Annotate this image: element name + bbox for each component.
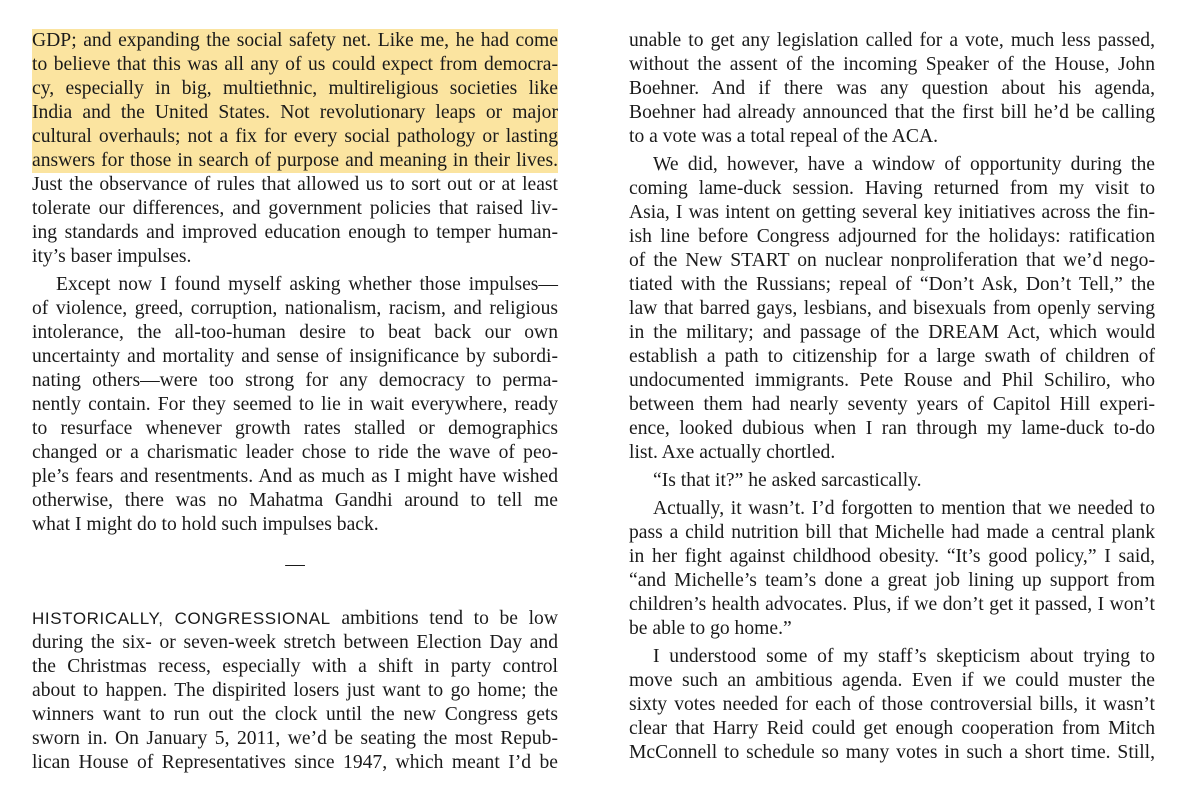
paragraph-child-nutrition <box>629 497 1155 641</box>
text-line: Actually, it wasn’t. I’d forgotten to mention that we needed to <box>653 498 1155 519</box>
text-line: otherwise, there was no Mahatma Gandhi around to tell me <box>32 490 558 511</box>
highlighted-line[interactable]: cultural overhauls; not a fix for every social pathology or lasting <box>32 126 558 147</box>
text-line: nating others—were too strong for any democracy to perma- <box>32 370 558 391</box>
text-line: nently contain. For they seemed to lie in wait everywhere, ready <box>32 394 558 415</box>
paragraph-lame-duck <box>629 153 1155 465</box>
text-line: about to happen. The dispirited losers just want to go home; the <box>32 680 558 701</box>
text-line: Boehner. And if there was any question about his agenda, <box>629 78 1155 99</box>
text-line: in the military; and passage of the DREAM Act, which would <box>629 322 1155 343</box>
text-line: of violence, greed, corruption, nationalism, racism, and religious <box>32 298 558 319</box>
text-line: without the assent of the incoming Speaker of the House, John <box>629 54 1155 75</box>
highlighted-line[interactable]: to believe that this was all any of us could expect from democra- <box>32 54 558 75</box>
highlighted-line[interactable]: GDP; and expanding the social safety net. Like me, he had come <box>32 30 558 51</box>
highlighted-line[interactable]: India and the United States. Not revolutionary leaps or major <box>32 102 558 123</box>
text-fragment: ambitions tend to be low <box>330 608 558 629</box>
text-line: during the six- or seven-week stretch between Election Day and <box>32 632 558 653</box>
text-line: undocumented immigrants. Pete Rouse and Phil Schiliro, who <box>629 370 1155 391</box>
text-line: lican House of Representatives since 1947, which meant I’d be <box>32 752 558 773</box>
text-line: ence, looked dubious when I ran through my lame-duck to-do <box>629 418 1155 439</box>
text-line: to resurface whenever growth rates stalled or demographics <box>32 418 558 439</box>
text-line: between them had nearly seventy years of Capitol Hill experi- <box>629 394 1155 415</box>
text-line: ing standards and improved education enough to temper human- <box>32 222 558 243</box>
paragraph-impulses <box>32 273 558 537</box>
paragraph-gdp <box>32 29 558 269</box>
text-line: ity’s baser impulses. <box>32 246 192 267</box>
text-line: the Christmas recess, especially with a shift in party control <box>32 656 558 677</box>
text-line: winners want to run out the clock until the new Congress gets <box>32 704 558 725</box>
section-divider: — <box>285 554 305 575</box>
text-line: We did, however, have a window of opportunity during the <box>653 154 1155 175</box>
text-line: law that barred gays, lesbians, and bisexuals from openly serving <box>629 298 1155 319</box>
right-page-column <box>629 29 1155 765</box>
highlighted-line[interactable]: cy, especially in big, multiethnic, multireligious societies like <box>32 78 558 99</box>
text-line: Asia, I was intent on getting several key initiatives across the fin- <box>629 202 1155 223</box>
text-line: Except now I found myself asking whether those impulses— <box>56 274 558 295</box>
text-line: sworn in. On January 5, 2011, we’d be seating the most Repub- <box>32 728 558 749</box>
text-line: “Is that it?” he asked sarcastically. <box>653 470 922 491</box>
text-line: changed or a charismatic leader chose to ride the wave of peo- <box>32 442 558 463</box>
text-line: unable to get any legislation called for a vote, much less passed, <box>629 30 1155 51</box>
text-line: McConnell to schedule so many votes in such a short time. Still, <box>629 742 1155 763</box>
text-line: Boehner had already announced that the first bill he’d be calling <box>629 102 1155 123</box>
text-line: establish a path to citizenship for a large swath of children of <box>629 346 1155 367</box>
paragraph-historically <box>32 607 558 775</box>
text-line: coming lame-duck session. Having returned from my visit to <box>629 178 1155 199</box>
text-line: sixty votes needed for each of those controversial bills, it wasn’t <box>629 694 1155 715</box>
text-line: to a vote was a total repeal of the ACA. <box>629 126 939 147</box>
text-line: of the New START on nuclear nonproliferation that we’d nego- <box>629 250 1155 271</box>
text-line: I understood some of my staff’s skepticism about trying to <box>653 646 1155 667</box>
text-line: ish line before Congress adjourned for the holidays: ratification <box>629 226 1155 247</box>
left-page-column <box>32 29 558 775</box>
text-line: “and Michelle’s team’s done a great job lining up support from <box>629 570 1155 591</box>
text-line: be able to go home.” <box>629 618 792 639</box>
text-line: intolerance, the all-too-human desire to beat back our own <box>32 322 558 343</box>
section-lead-smallcaps: HISTORICALLY, CONGRESSIONAL <box>32 609 331 628</box>
text-line: clear that Harry Reid could get enough cooperation from Mitch <box>629 718 1155 739</box>
text-line: tiated with the Russians; repeal of “Don’t Ask, Don’t Tell,” the <box>629 274 1155 295</box>
text-line: list. Axe actually chortled. <box>629 442 836 463</box>
paragraph-boehner <box>629 29 1155 149</box>
text-line: in her fight against childhood obesity. “It’s good policy,” I said, <box>629 546 1155 567</box>
paragraph-sarcastic <box>629 469 1155 493</box>
text-line: uncertainty and mortality and sense of insignificance by subordi- <box>32 346 558 367</box>
text-line <box>32 607 558 631</box>
text-line: tolerate our differences, and government policies that raised liv- <box>32 198 558 219</box>
paragraph-skepticism <box>629 645 1155 765</box>
text-line: ple’s fears and resentments. And as much as I might have wished <box>32 466 558 487</box>
text-line: move such an ambitious agenda. Even if we could muster the <box>629 670 1155 691</box>
highlighted-line[interactable]: answers for those in search of purpose and meaning in their lives. <box>32 150 558 171</box>
text-line: Just the observance of rules that allowed us to sort out or at least <box>32 174 558 195</box>
text-line: pass a child nutrition bill that Michelle had made a central plank <box>629 522 1155 543</box>
text-line: what I might do to hold such impulses back. <box>32 514 379 535</box>
text-line: children’s health advocates. Plus, if we don’t get it passed, I won’t <box>629 594 1155 615</box>
